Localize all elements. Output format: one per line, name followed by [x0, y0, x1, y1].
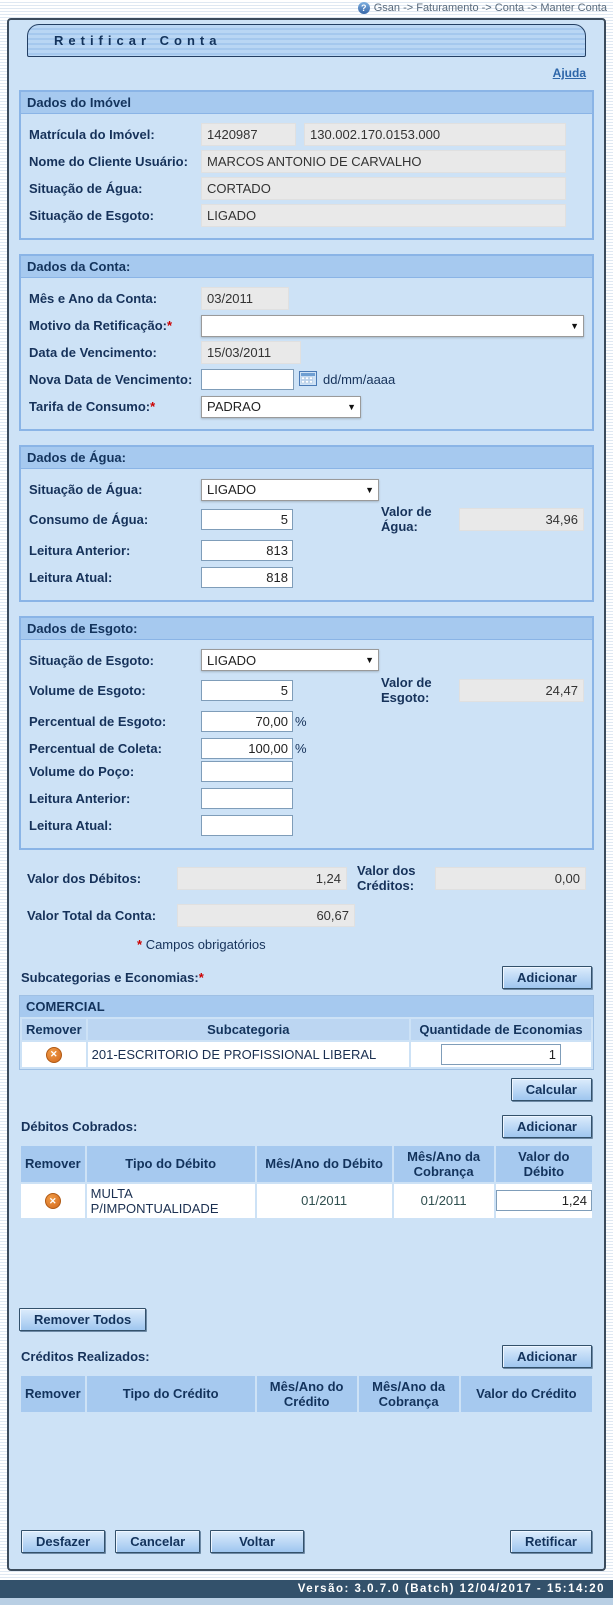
- adicionar-debito-button[interactable]: Adicionar: [502, 1115, 592, 1138]
- leitura-anterior-input[interactable]: [201, 540, 293, 561]
- valor-debitos-value: 1,24: [177, 867, 347, 890]
- col-remover: Remover: [21, 1376, 85, 1412]
- page-title: Retificar Conta: [27, 24, 586, 57]
- quantidade-economias-input[interactable]: [441, 1044, 561, 1065]
- retificar-button[interactable]: Retificar: [510, 1530, 592, 1553]
- valor-total-conta-label: Valor Total da Conta:: [27, 907, 157, 923]
- ajuda-link[interactable]: Ajuda: [552, 66, 586, 80]
- col-quantidade: Quantidade de Economias: [411, 1019, 591, 1040]
- valor-creditos-label: Valor dos Créditos:: [357, 862, 416, 893]
- situacao-agua-select[interactable]: LIGADO ▼: [201, 479, 379, 501]
- percent-sign: %: [295, 740, 307, 756]
- valor-debito-input[interactable]: [496, 1190, 592, 1211]
- tarifa-consumo-label: Tarifa de Consumo:*: [29, 399, 156, 414]
- inscricao-value: 130.002.170.0153.000: [304, 123, 566, 146]
- situacao-esgoto-select[interactable]: LIGADO ▼: [201, 649, 379, 671]
- tipo-debito-cell: MULTA P/IMPONTUALIDADE: [87, 1184, 255, 1218]
- nome-cliente-label: Nome do Cliente Usuário:: [29, 154, 188, 169]
- subcategoria-cell: 201-ESCRITORIO DE PROFISSIONAL LIBERAL: [88, 1042, 409, 1067]
- campos-obrigatorios-note: * Campos obrigatórios: [137, 936, 266, 952]
- valor-esgoto-label: Valor de Esgoto:: [381, 674, 432, 705]
- volume-poco-input[interactable]: [201, 761, 293, 782]
- chevron-down-icon: ▼: [365, 484, 374, 495]
- adicionar-credito-button[interactable]: Adicionar: [502, 1345, 592, 1368]
- calcular-button[interactable]: Calcular: [511, 1078, 592, 1101]
- motivo-retificacao-select[interactable]: [201, 315, 584, 337]
- remove-icon[interactable]: ✕: [45, 1193, 61, 1209]
- col-tipo-credito: Tipo do Crédito: [87, 1376, 255, 1412]
- nome-cliente-value: MARCOS ANTONIO DE CARVALHO: [201, 150, 566, 173]
- table-header-row: [22, 1019, 591, 1040]
- data-vencimento-label: Data de Vencimento:: [29, 345, 157, 360]
- chevron-down-icon: ▼: [570, 320, 579, 331]
- col-tipo-debito: Tipo do Débito: [87, 1146, 255, 1182]
- percentual-coleta-label: Percentual de Coleta:: [29, 740, 162, 756]
- creditos-realizados-label: Créditos Realizados:: [21, 1348, 150, 1364]
- situacao-agua-value: CORTADO: [201, 177, 566, 200]
- volume-poco-label: Volume do Poço:: [29, 763, 135, 779]
- nova-data-vencimento-input[interactable]: [201, 369, 294, 390]
- matricula-label: Matrícula do Imóvel:: [29, 127, 155, 142]
- situacao-esgoto-value: LIGADO: [201, 204, 566, 227]
- main-panel: [7, 18, 606, 1571]
- volume-esgoto-input[interactable]: [201, 680, 293, 701]
- required-asterisk: *: [150, 399, 156, 414]
- col-mes-ano-cobranca: Mês/Ano da Cobrança: [359, 1376, 459, 1412]
- desfazer-button[interactable]: Desfazer: [21, 1530, 105, 1553]
- situacao-agua-label: Situação de Água:: [29, 482, 143, 497]
- version-footer: [0, 1580, 613, 1598]
- consumo-agua-label: Consumo de Água:: [29, 512, 149, 528]
- debitos-cobrados-label: Débitos Cobrados:: [21, 1118, 138, 1134]
- data-vencimento-value: 15/03/2011: [201, 341, 301, 364]
- valor-creditos-value: 0,00: [435, 867, 586, 890]
- consumo-agua-input[interactable]: [201, 509, 293, 530]
- categoria-band: COMERCIAL: [20, 996, 593, 1017]
- table-header-row: [21, 1146, 592, 1182]
- breadcrumb: [0, 0, 613, 16]
- mes-ano-conta-value: 03/2011: [201, 287, 289, 310]
- remove-icon[interactable]: ✕: [46, 1047, 62, 1063]
- valor-agua-label: Valor de Água:: [381, 504, 432, 534]
- leitura-anterior-esgoto-input[interactable]: [201, 788, 293, 809]
- valor-debitos-label: Valor dos Débitos:: [27, 871, 142, 887]
- col-remover: Remover: [22, 1019, 86, 1040]
- percentual-coleta-input[interactable]: [201, 738, 293, 759]
- leitura-atual-label: Leitura Atual:: [29, 569, 113, 585]
- help-icon[interactable]: ?: [358, 2, 370, 14]
- tarifa-consumo-select[interactable]: PADRAO ▼: [201, 396, 361, 418]
- voltar-button[interactable]: Voltar: [210, 1530, 304, 1553]
- calendar-icon[interactable]: [299, 370, 317, 389]
- situacao-agua-label: Situação de Água:: [29, 181, 143, 196]
- valor-total-conta-value: 60,67: [177, 904, 355, 927]
- valor-esgoto-value: 24,47: [459, 679, 584, 702]
- situacao-esgoto-label: Situação de Esgoto:: [29, 208, 154, 223]
- mes-ano-debito-cell: 01/2011: [257, 1184, 392, 1218]
- cancelar-button[interactable]: Cancelar: [115, 1530, 200, 1553]
- subcategorias-table: [19, 995, 594, 1070]
- nova-data-vencimento-label: Nova Data de Vencimento:: [29, 372, 193, 387]
- chevron-down-icon: ▼: [365, 655, 374, 666]
- col-mes-ano-debito: Mês/Ano do Débito: [257, 1146, 392, 1182]
- valor-agua-value: 34,96: [459, 508, 584, 531]
- situacao-esgoto-label: Situação de Esgoto:: [29, 652, 154, 668]
- percentual-esgoto-input[interactable]: [201, 711, 293, 732]
- col-subcategoria: Subcategoria: [88, 1019, 409, 1040]
- leitura-atual-esgoto-label: Leitura Atual:: [29, 817, 113, 833]
- section-header: Dados da Conta:: [21, 256, 592, 278]
- remover-todos-button[interactable]: Remover Todos: [19, 1308, 146, 1331]
- percent-sign: %: [295, 713, 307, 729]
- section-dados-imovel: [19, 90, 594, 240]
- col-mes-ano-credito: Mês/Ano do Crédito: [257, 1376, 357, 1412]
- motivo-retificacao-label: Motivo da Retificação:*: [29, 318, 173, 333]
- section-header: Dados de Esgoto:: [21, 618, 592, 640]
- table-row: [22, 1042, 591, 1067]
- percentual-esgoto-label: Percentual de Esgoto:: [29, 713, 167, 729]
- matricula-value: 1420987: [201, 123, 296, 146]
- section-dados-esgoto: [19, 616, 594, 850]
- col-valor-debito: Valor do Débito: [496, 1146, 592, 1182]
- section-header: Dados de Água:: [21, 447, 592, 469]
- col-valor-credito: Valor do Crédito: [461, 1376, 592, 1412]
- breadcrumb-text: Gsan -> Faturamento -> Conta -> Manter Conta: [373, 2, 607, 14]
- leitura-atual-input[interactable]: [201, 567, 293, 588]
- table-row: [21, 1184, 592, 1218]
- leitura-anterior-esgoto-label: Leitura Anterior:: [29, 790, 131, 806]
- section-dados-agua: [19, 445, 594, 602]
- leitura-anterior-label: Leitura Anterior:: [29, 542, 131, 558]
- subcategorias-label: Subcategorias e Economias:*: [21, 969, 204, 985]
- version-text: Versão: 3.0.7.0 (Batch) 12/04/2017 - 15:14:20: [297, 1582, 605, 1595]
- volume-esgoto-label: Volume de Esgoto:: [29, 683, 146, 699]
- required-asterisk: *: [166, 318, 173, 333]
- mes-ano-conta-label: Mês e Ano da Conta:: [29, 291, 158, 306]
- chevron-down-icon: ▼: [347, 401, 356, 412]
- col-remover: Remover: [21, 1146, 85, 1182]
- section-dados-conta: [19, 254, 594, 431]
- col-mes-ano-cobranca: Mês/Ano da Cobrança: [394, 1146, 494, 1182]
- adicionar-subcategoria-button[interactable]: Adicionar: [502, 966, 592, 989]
- mes-ano-cobranca-cell: 01/2011: [394, 1184, 494, 1218]
- leitura-atual-esgoto-input[interactable]: [201, 815, 293, 836]
- section-header: Dados do Imóvel: [21, 92, 592, 114]
- debitos-table: [19, 1144, 594, 1220]
- date-format-hint: dd/mm/aaaa: [323, 372, 396, 387]
